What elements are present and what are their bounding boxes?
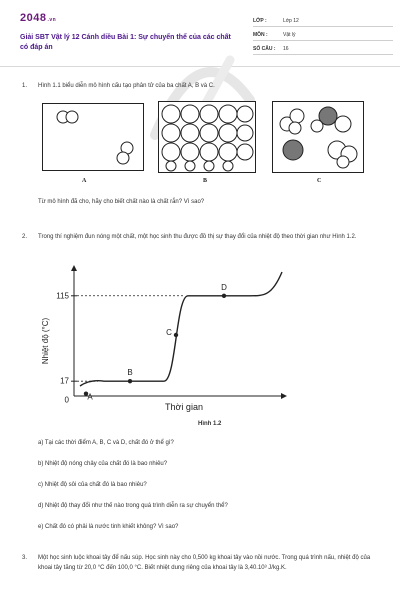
chart-axes xyxy=(71,266,286,396)
page-title: Giải SBT Vật lý 12 Cánh diều Bài 1: Sự chuyển thể của các chất có đáp án xyxy=(20,34,231,51)
y-tick-label-0: 0 xyxy=(64,395,69,405)
q2-sub-c: c) Nhiệt độ sôi của chất đó là bao nhiêu? xyxy=(38,482,147,488)
model-a-label: A xyxy=(82,178,87,184)
model-a-box xyxy=(42,103,144,171)
point-c xyxy=(174,333,178,337)
point-b xyxy=(128,379,132,383)
model-b-label: B xyxy=(203,178,208,184)
point-label-b: B xyxy=(127,368,133,378)
point-label-c: C xyxy=(166,328,172,337)
figure-caption: Hình 1.2 xyxy=(198,421,222,427)
model-a-molecules xyxy=(43,104,143,170)
q2-sub-d: d) Nhiệt độ thay đổi như thế nào trong quá trình diễn ra sự chuyển thể? xyxy=(38,503,228,509)
q2-text: Trong thí nghiệm đun nóng một chất, một học sinh thu được đồ thị sự thay đổi của nhiệt độ theo thời gian như Hình 1.2. xyxy=(38,234,357,240)
q1-text: Hình 1.1 biểu diễn mô hình cấu tạo phân tử của ba chất A, B và C. xyxy=(38,83,215,89)
q3-text: Một học sinh luộc khoai tây để nấu súp. Học sinh này cho 0,500 kg khoai tây vào nồi nước. Trong quá trình nấu, nhiệt độ của khoai tây tăng từ 20,0 °C đến 100,0 °C. Biết nhiệt dung riêng của khoai tây là 3,40.10³ J/kg.K. xyxy=(38,555,371,571)
temperature-time-chart xyxy=(36,262,296,414)
x-axis-label: Thời gian xyxy=(165,402,203,412)
y-tick-label-115: 115 xyxy=(56,291,69,301)
q2-number: 2. xyxy=(22,234,28,240)
model-b-molecules xyxy=(159,102,255,172)
y-axis-label: Nhiệt độ (°C) xyxy=(41,317,50,365)
q2-sub-b: b) Nhiệt độ nóng chảy của chất đó là bao nhiêu? xyxy=(38,461,168,467)
point-label-a: A xyxy=(87,392,93,402)
model-c-label: C xyxy=(317,178,322,184)
chart-line-series xyxy=(80,272,282,386)
y-tick-label-17: 17 xyxy=(60,376,69,386)
model-c-box xyxy=(272,101,364,173)
q3-number: 3. xyxy=(22,555,28,561)
q2-sub-e: e) Chất đó có phải là nước tinh khiết không? Vì sao? xyxy=(38,524,179,530)
site-logo[interactable]: 2048.vn xyxy=(20,12,57,24)
page-header: 2048.vn Giải SBT Vật lý 12 Cánh diều Bài 1: Sự chuyển thể của các chất có đáp án LỚP : Lớp 12 MÔN : Vật lý SỐ CÂU : 16 xyxy=(0,0,400,67)
model-c-molecules xyxy=(273,102,363,172)
point-d xyxy=(222,294,226,298)
point-label-d: D xyxy=(221,282,227,292)
model-b-box xyxy=(158,101,256,173)
q2-sub-a: a) Tại các thời điểm A, B, C và D, chất đó ở thể gì? xyxy=(38,440,174,446)
q1-number: 1. xyxy=(22,83,28,89)
q1-question: Từ mô hình đã cho, hãy cho biết chất nào là chất rắn? Vì sao? xyxy=(38,199,205,205)
